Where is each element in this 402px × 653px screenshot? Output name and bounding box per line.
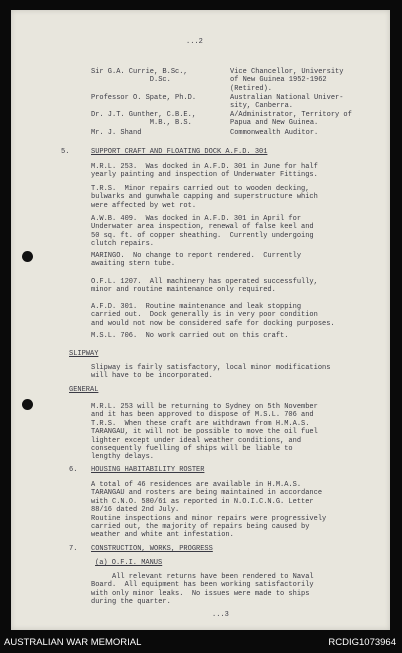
- person-1-name: Sir G.A. Currie, B.Sc., D.Sc.: [91, 68, 188, 85]
- slipway-text: Slipway is fairly satisfactory, local minor modifications will have to be incorporated.: [91, 364, 331, 381]
- slipway-heading: SLIPWAY: [69, 350, 99, 358]
- para-msl-706: M.S.L. 706. No work carried out on this craft.: [91, 332, 289, 340]
- section-7-heading: CONSTRUCTION, WORKS, PROGRESS: [91, 545, 213, 553]
- section-6-number: 6.: [69, 466, 78, 474]
- person-3-role: A/Administrator, Territory of Papua and New Guinea.: [230, 111, 352, 128]
- document-page: [11, 10, 390, 630]
- person-1-role: Vice Chancellor, University of New Guinea 1952-1962 (Retired).: [230, 68, 344, 93]
- para-afd-301: A.F.D. 301. Routine maintenance and leak stopping carried out. Dock generally is in very poor condition and would not now be considered safe for docking purposes.: [91, 303, 335, 328]
- punch-hole-lower: [22, 399, 33, 410]
- para-trs: T.R.S. Minor repairs carried out to wooden decking, bulwarks and gunwhale capping and superstructure which were affected by wet rot.: [91, 185, 318, 210]
- section-5-number: 5.: [61, 148, 70, 156]
- para-mrl-253: M.R.L. 253. Was docked in A.F.D. 301 in June for half yearly painting and inspection of Underwater Fittings.: [91, 163, 318, 180]
- person-2-name: Professor O. Spate, Ph.D.: [91, 94, 197, 102]
- section-7-number: 7.: [69, 545, 78, 553]
- person-4-name: Mr. J. Shand: [91, 129, 142, 137]
- general-text: M.R.L. 253 will be returning to Sydney on 5th November and it has been approved to dispose of M.S.L. 706 and T.R.S. When these craft are withdrawn from H.M.A.S. TARANGAU, it will not be possible to move the oil fuel lighter except under ideal weather conditions, and consequently fuelling of ships will be liable to lengthy delays.: [91, 403, 318, 462]
- person-4-role: Commonwealth Auditor.: [230, 129, 319, 137]
- punch-hole-upper: [22, 251, 33, 262]
- bottom-page-number: ...3: [212, 611, 229, 619]
- top-page-number: ...2: [186, 38, 203, 46]
- footer-archive-name: AUSTRALIAN WAR MEMORIAL: [4, 637, 142, 648]
- section-5-heading: SUPPORT CRAFT AND FLOATING DOCK A.F.D. 301: [91, 148, 268, 156]
- section-6-heading: HOUSING HABITABILITY ROSTER: [91, 466, 205, 474]
- general-heading: GENERAL: [69, 386, 99, 394]
- archive-footer-bar: [0, 631, 402, 653]
- person-3-name: Dr. J.T. Gunther, C.B.E., M.B., B.S.: [91, 111, 197, 128]
- para-awb-409: A.W.B. 409. Was docked in A.F.D. 301 in April for Underwater area inspection, renewal of false keel and 50 sq. ft. of copper sheathing. Currently undergoing clutch repairs.: [91, 215, 314, 249]
- person-2-role: Australian National Univer- sity, Canberra.: [230, 94, 344, 111]
- section-7a-heading: (a) O.F.I. MANUS: [95, 559, 163, 567]
- section-7-text: All relevant returns have been rendered to Naval Board. All equipment has been working satisfactorily with only minor leaks. No issues were made to ships during the quarter.: [91, 573, 314, 607]
- section-6-text: A total of 46 residences are available in H.M.A.S. TARANGAU and rosters are being maintained in accordance with C.N.O. 580/61 as reported in N.O.I.C.N.G. Letter 88/16 dated 2nd July. Routine inspections and minor repairs were progressively carried out, the majority of repairs being caused by weather and white ant infestation.: [91, 481, 327, 540]
- para-ofl-1207: O.F.L. 1207. All machinery has operated successfully, minor and routine maintenance only required.: [91, 278, 318, 295]
- footer-record-id: RCDIG1073964: [328, 637, 396, 648]
- para-maringo: MARINGO. No change to report rendered. Currently awaiting stern tube.: [91, 252, 302, 269]
